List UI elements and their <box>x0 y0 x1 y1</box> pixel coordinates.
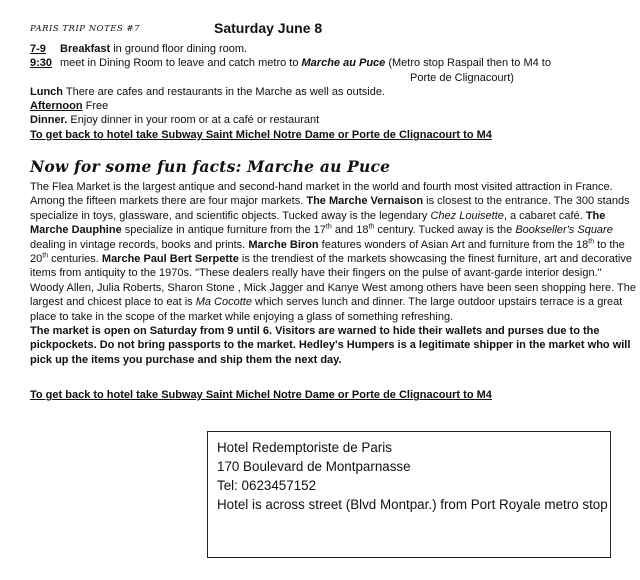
hotel-phone: Tel: 0623457152 <box>217 478 317 493</box>
facts-heading: Now for some fun facts: Marche au Puce <box>30 157 391 176</box>
hotel-name: Hotel Redemptoriste de Paris <box>217 440 392 455</box>
ma-cocotte: Ma Cocotte <box>195 296 252 309</box>
marche-vernaison: The Marche Vernaison <box>306 195 424 208</box>
page-header <box>30 20 630 40</box>
schedule-meet <box>30 56 620 70</box>
breakfast-label: Breakfast <box>60 43 111 55</box>
schedule-return <box>30 128 620 142</box>
hotel-address: 170 Boulevard de Montparnasse <box>217 459 411 474</box>
facts-paragraph: The Flea Market is the largest antique and second-hand market in the world and fourth most visited attraction in France. Among the fifteen markets there are four major markets. The Marche Vernaison is closest to the entrance. The 300 stands specialize in toys, glassware, and scientific objects. Tucked away is the legendary Chez Louisette, a cabaret café. The Marche Dauphine specialize in antique furniture from the 17th and 18th century. Tucked away is the Bookseller's Square dealing in vintage records, books and prints. Marche Biron features wonders of Asian Art and furniture from the 18th to the 20th centuries. Marche Paul Bert Serpette is the trendiest of the markets showcasing the finest furniture, art and decorative items from antiquity to the 1970s. "These dealers really have their fingers on the pulse of avant-garde interior design." Woody Allen, Julia Roberts, Sharon Stone , Mick Jagger and Kanye West among others have been seen shopping here. The largest and chicest place to eat is Ma Cocotte which serves lunch and dinner. The large outdoor upstairs terrace is a great place to take in the scope of the market while enjoying a glass of something refreshing. <box>30 181 636 323</box>
hotel-note: Hotel is across street (Blvd Montpar.) from Port Royale metro stop <box>217 497 608 512</box>
meet-time: 9:30 <box>30 57 53 70</box>
facts-return <box>30 389 492 401</box>
schedule-afternoon <box>30 99 620 113</box>
marche-dauphine: The Marche Dauphine <box>30 209 606 237</box>
afternoon-text: Free <box>82 100 109 113</box>
afternoon-label: Afternoon <box>30 100 83 113</box>
schedule-meet-cont <box>30 71 620 85</box>
schedule <box>30 42 620 142</box>
meet-metro-cont: Porte de Clignacourt) <box>410 71 514 84</box>
schedule-dinner <box>30 113 620 127</box>
page-date: Saturday June 8 <box>214 20 323 36</box>
schedule-lunch <box>30 85 620 99</box>
breakfast-text: in ground floor dining room. <box>110 43 248 55</box>
return-directions-link: To get back to hotel take Subway Saint Michel Notre Dame or Porte de Clignacourt to M4 <box>30 128 492 141</box>
chez-louisette: Chez Louisette <box>430 209 504 222</box>
booksellers-square: Bookseller's Square <box>515 224 613 237</box>
dinner-text: Enjoy dinner in your room or at a café or restaurant <box>67 114 320 127</box>
marche-paul-bert-serpette: Marche Paul Bert Serpette <box>101 253 239 266</box>
breakfast-time: 7-9 <box>30 43 46 55</box>
hotel-info-box <box>207 431 611 558</box>
lunch-label: Lunch <box>30 85 63 98</box>
lunch-text: There are cafes and restaurants in the Marche as well as outside. <box>63 85 386 98</box>
market-warning-paragraph: The market is open on Saturday from 9 until 6. Visitors are warned to hide their wallets and purses due to the pickpockets. Do not bring passports to the market. Hedley's Humpers is a legitimate shipper in the market who will pick up the items you purchase and ship them the next day. <box>30 325 631 366</box>
trip-notes-title: PARIS TRIP NOTES #7 <box>30 24 141 34</box>
facts-body <box>30 180 636 367</box>
meet-text: meet in Dining Room to leave and catch metro to <box>60 57 302 70</box>
schedule-breakfast <box>30 42 620 56</box>
meet-metro: (Metro stop Raspail then to M4 to <box>385 57 551 70</box>
marche-biron: Marche Biron <box>248 238 319 251</box>
return-directions-link-2: To get back to hotel take Subway Saint Michel Notre Dame or Porte de Clignacourt to M4 <box>30 389 492 401</box>
dinner-label: Dinner. <box>30 114 68 127</box>
meet-destination: Marche au Puce <box>301 57 386 70</box>
